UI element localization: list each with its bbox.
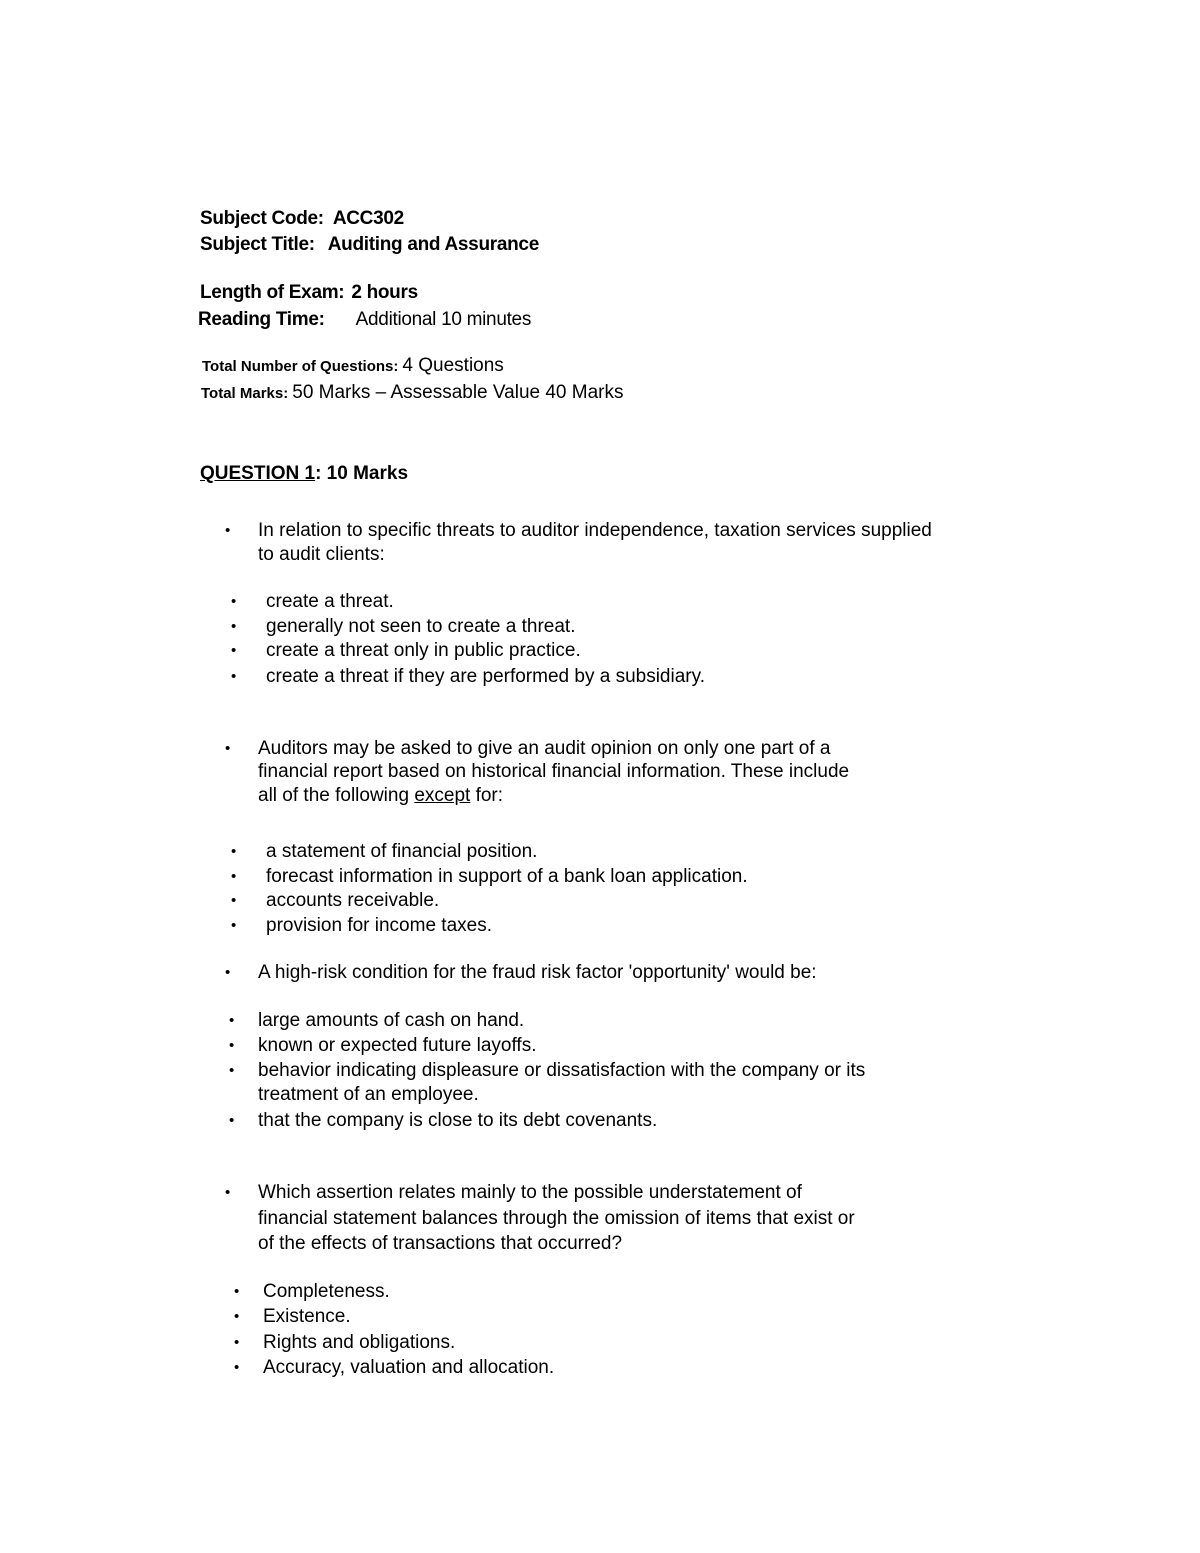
stem-4-line-3: of the effects of transactions that occurred? <box>258 1233 623 1254</box>
stem-2-line-2: financial report based on historical financial information. These include <box>258 761 850 782</box>
total-marks-value: 50 Marks – Assessable Value 40 Marks <box>292 382 624 403</box>
option-3a[interactable]: large amounts of cash on hand. <box>258 1010 525 1031</box>
subject-code-value: ACC302 <box>332 208 404 229</box>
option-bullet: • <box>231 892 237 909</box>
option-4d[interactable]: Accuracy, valuation and allocation. <box>263 1357 555 1378</box>
option-2b[interactable]: forecast information in support of a bank loan application. <box>266 866 748 887</box>
option-bullet: • <box>234 1359 240 1376</box>
stem-bullet-2: • <box>225 740 231 757</box>
stem-1-line-1: In relation to specific threats to auditor independence, taxation services supplied <box>258 520 932 541</box>
option-3d[interactable]: that the company is close to its debt covenants. <box>258 1110 658 1131</box>
stem-1-line-2: to audit clients: <box>258 544 385 565</box>
stem-2-line-3 <box>258 784 503 808</box>
option-1a[interactable]: create a threat. <box>266 591 394 612</box>
subject-title-line <box>200 234 539 256</box>
stem-bullet-4: • <box>225 1184 231 1201</box>
option-2d[interactable]: provision for income taxes. <box>266 915 492 936</box>
option-bullet: • <box>234 1283 240 1300</box>
reading-value: Additional 10 minutes <box>355 309 532 330</box>
stem-4-line-1: Which assertion relates mainly to the possible understatement of <box>258 1182 802 1203</box>
option-4c[interactable]: Rights and obligations. <box>263 1332 456 1353</box>
option-bullet: • <box>231 917 237 934</box>
option-1c[interactable]: create a threat only in public practice. <box>266 640 581 661</box>
total-questions-line <box>202 355 504 377</box>
stem-4-line-2: financial statement balances through the omission of items that exist or <box>258 1208 855 1229</box>
length-line <box>200 282 418 304</box>
question-1-marks: : 10 Marks <box>315 463 409 484</box>
option-bullet: • <box>231 843 237 860</box>
subject-title-value: Auditing and Assurance <box>327 234 539 255</box>
subject-code-label: Subject Code: <box>200 208 324 229</box>
stem-2-line-1: Auditors may be asked to give an audit opinion on only one part of a <box>258 738 831 759</box>
total-marks-line <box>201 382 624 404</box>
option-3c-cont: treatment of an employee. <box>258 1084 479 1105</box>
stem-2-before: all of the following <box>258 785 415 806</box>
option-bullet: • <box>231 642 237 659</box>
question-1-title <box>200 463 408 485</box>
option-2c[interactable]: accounts receivable. <box>266 890 440 911</box>
option-3c[interactable]: behavior indicating displeasure or dissatisfaction with the company or its <box>258 1060 866 1081</box>
option-4b[interactable]: Existence. <box>263 1306 351 1327</box>
subject-title-label: Subject Title: <box>200 234 315 255</box>
option-bullet: • <box>229 1012 235 1029</box>
total-questions-value: 4 Questions <box>402 355 504 376</box>
option-bullet: • <box>229 1112 235 1129</box>
option-bullet: • <box>234 1308 240 1325</box>
option-bullet: • <box>231 618 237 635</box>
option-3b[interactable]: known or expected future layoffs. <box>258 1035 537 1056</box>
option-1d[interactable]: create a threat if they are performed by a subsidiary. <box>266 666 705 687</box>
option-bullet: • <box>231 868 237 885</box>
length-value: 2 hours <box>351 282 418 303</box>
stem-2-after: for: <box>470 785 504 806</box>
reading-label: Reading Time: <box>198 309 325 330</box>
option-1b[interactable]: generally not seen to create a threat. <box>266 616 576 637</box>
stem-bullet-1: • <box>225 522 231 539</box>
option-2a[interactable]: a statement of financial position. <box>266 841 538 862</box>
stem-3-line-1: A high-risk condition for the fraud risk factor 'opportunity' would be: <box>258 962 817 983</box>
option-bullet: • <box>229 1037 235 1054</box>
option-bullet: • <box>231 668 237 685</box>
option-bullet: • <box>234 1334 240 1351</box>
total-questions-label: Total Number of Questions: <box>202 358 399 375</box>
subject-code-line <box>200 208 404 230</box>
total-marks-label: Total Marks: <box>201 385 289 402</box>
question-1-label: QUESTION 1 <box>200 463 316 484</box>
option-bullet: • <box>231 593 237 610</box>
option-bullet: • <box>229 1062 235 1079</box>
option-4a[interactable]: Completeness. <box>263 1281 390 1302</box>
reading-time-line <box>198 309 531 331</box>
stem-2-except: except <box>414 785 471 806</box>
stem-bullet-3: • <box>225 964 231 981</box>
length-label: Length of Exam: <box>200 282 345 303</box>
